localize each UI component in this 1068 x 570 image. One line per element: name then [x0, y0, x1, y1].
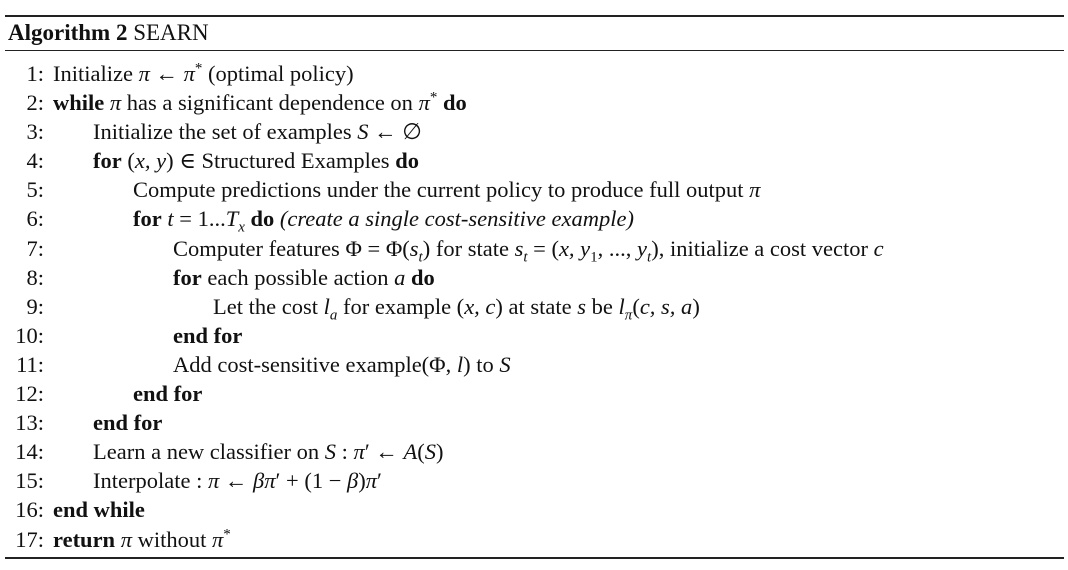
code-text: Compute predictions under the current policy to produce full output — [133, 177, 750, 203]
algorithm-line — [0, 408, 1068, 437]
algorithm-line — [0, 117, 1068, 146]
algorithm-label: Algorithm 2 — [8, 20, 128, 45]
line-code — [93, 437, 444, 466]
code-text: ′ + (1 − — [275, 468, 348, 494]
math-symbol: π — [109, 90, 122, 116]
line-number: 17: — [15, 526, 44, 552]
line-number: 14: — [15, 439, 44, 465]
line-code — [173, 350, 511, 379]
math-symbol: c — [873, 235, 884, 261]
algorithm-body — [0, 59, 1068, 554]
math-symbol: S — [357, 119, 369, 145]
algorithm-title — [8, 18, 209, 48]
code-text: ) ∈ Structured Examples — [166, 148, 396, 174]
line-number: 3: — [26, 119, 44, 145]
line-code — [133, 175, 760, 204]
line-code — [173, 263, 435, 292]
keyword: end for — [133, 381, 203, 407]
math-symbol: l — [618, 293, 625, 319]
code-text: 1 — [590, 249, 598, 266]
line-code — [53, 88, 467, 117]
algorithm-line — [0, 379, 1068, 408]
line-number: 11: — [16, 351, 44, 377]
code-text: * — [194, 60, 203, 77]
code-text: ) for state — [422, 235, 515, 261]
code-text: ( — [632, 293, 640, 319]
line-code — [173, 234, 884, 266]
code-text: ) — [692, 293, 700, 319]
line-number: 9: — [26, 293, 44, 319]
line-number: 8: — [26, 264, 44, 290]
code-text: ) — [436, 439, 444, 465]
code-text: without — [131, 526, 212, 552]
math-symbol: t — [523, 249, 528, 266]
line-number: 6: — [26, 206, 44, 232]
code-text: Let the cost — [213, 293, 324, 319]
math-symbol: S — [499, 351, 511, 377]
line-number: 1: — [26, 61, 44, 86]
code-text: = 1... — [173, 206, 226, 232]
algorithm-name: SEARN — [133, 20, 209, 45]
math-symbol: s — [577, 293, 587, 319]
code-text: * — [429, 89, 438, 106]
algorithm-line — [0, 525, 1068, 554]
math-symbol: x, c — [464, 293, 496, 319]
math-symbol: t — [167, 206, 174, 232]
line-number: 5: — [26, 177, 44, 203]
code-text: Interpolate : — [93, 468, 208, 494]
algorithm-line — [0, 350, 1068, 379]
code-text: ) — [358, 468, 366, 494]
line-code — [133, 204, 634, 236]
math-symbol: π — [749, 177, 761, 203]
algorithm-line — [0, 146, 1068, 175]
line-code — [93, 466, 382, 495]
code-text: Computer features Φ = Φ( — [173, 235, 410, 261]
header-rule — [5, 50, 1064, 51]
code-text: ′ — [377, 468, 382, 494]
algorithm-line — [0, 466, 1068, 495]
math-symbol: S — [324, 439, 337, 465]
code-text: ( — [417, 439, 425, 465]
keyword: for — [93, 148, 122, 174]
math-symbol: t — [418, 249, 423, 266]
line-code — [133, 379, 202, 408]
line-code — [93, 117, 422, 146]
code-text: ← — [219, 468, 253, 494]
algorithm-line — [0, 263, 1068, 292]
keyword: end for — [93, 410, 163, 436]
code-text: for example ( — [337, 293, 465, 319]
math-symbol: β — [347, 468, 359, 494]
line-number: 10: — [15, 322, 44, 348]
code-text: ) at state — [495, 293, 578, 319]
math-symbol: x, y — [134, 148, 167, 174]
math-symbol: a — [394, 264, 406, 290]
code-text: each possible action — [201, 264, 395, 290]
math-symbol: y — [637, 235, 648, 261]
keyword: end while — [53, 497, 145, 523]
math-symbol: A — [403, 439, 418, 465]
math-symbol: π ← π — [138, 61, 195, 86]
line-code — [173, 321, 242, 350]
line-code — [213, 292, 700, 324]
math-symbol: s — [514, 235, 524, 261]
math-symbol: π — [212, 526, 224, 552]
top-rule — [5, 15, 1064, 17]
bottom-rule — [5, 557, 1064, 559]
math-symbol: l — [323, 293, 330, 319]
math-symbol: l — [456, 351, 464, 377]
line-number: 4: — [26, 148, 44, 174]
code-text: ) to — [463, 351, 500, 377]
line-code — [93, 408, 162, 437]
math-symbol: π — [120, 526, 132, 552]
line-code — [53, 525, 231, 554]
math-symbol: π — [353, 439, 365, 465]
algorithm-line — [0, 292, 1068, 324]
line-number: 15: — [15, 468, 44, 494]
math-symbol: βπ — [252, 468, 276, 494]
algorithm-line — [0, 321, 1068, 350]
line-code — [53, 59, 354, 88]
keyword: return — [53, 526, 116, 552]
code-text: ← ∅ — [368, 119, 422, 145]
code-text: Initialize the set of examples — [93, 119, 358, 145]
code-text: ( — [121, 148, 135, 174]
code-text: be — [586, 293, 619, 319]
algorithm-line — [0, 59, 1068, 88]
keyword: do — [250, 206, 275, 232]
math-symbol: π — [624, 307, 633, 324]
code-text: has a significant dependence on — [121, 90, 419, 116]
code-text: ← — [369, 439, 404, 465]
math-symbol: S — [424, 439, 436, 465]
code-text: Add cost-sensitive example(Φ, — [173, 351, 457, 377]
code-text: : — [336, 439, 354, 465]
keyword: do — [442, 90, 467, 116]
algorithm-line — [0, 88, 1068, 117]
line-code — [93, 146, 419, 175]
keyword: for — [133, 206, 162, 232]
algorithm-line — [0, 234, 1068, 266]
math-symbol: π — [418, 90, 430, 116]
code-text: ′ — [364, 439, 370, 465]
algorithm-line — [0, 204, 1068, 236]
math-symbol: t — [647, 249, 652, 266]
math-symbol: T — [225, 206, 239, 232]
code-text: = ( — [527, 235, 559, 261]
math-symbol: π — [365, 468, 378, 494]
math-symbol: x — [238, 219, 245, 236]
keyword: end for — [173, 322, 243, 348]
math-symbol: x, y — [558, 235, 591, 261]
line-number: 7: — [26, 235, 44, 261]
keyword: do — [395, 148, 419, 174]
line-number: 2: — [26, 90, 44, 116]
code-text: , ..., — [597, 235, 638, 261]
math-symbol: π — [207, 468, 220, 494]
math-symbol: s — [409, 235, 419, 261]
math-symbol: a — [329, 307, 338, 324]
algorithm-line — [0, 437, 1068, 466]
algorithm-line — [0, 495, 1068, 524]
line-number: 16: — [15, 497, 44, 523]
line-number: 12: — [15, 381, 44, 407]
code-text: (optimal policy) — [202, 61, 354, 86]
keyword: do — [411, 264, 435, 290]
code-text: ), initialize a cost vector — [651, 235, 874, 261]
math-symbol: c, s, a — [639, 293, 693, 319]
code-text: * — [223, 526, 231, 542]
line-number: 13: — [15, 410, 44, 436]
algorithm-line — [0, 175, 1068, 204]
comment-text: (create a single cost-sensitive example) — [279, 206, 634, 232]
code-text: Initialize — [53, 61, 139, 86]
keyword: for — [173, 264, 202, 290]
line-code — [53, 495, 145, 524]
code-text: Learn a new classifier on — [93, 439, 325, 465]
keyword: while — [53, 90, 105, 116]
